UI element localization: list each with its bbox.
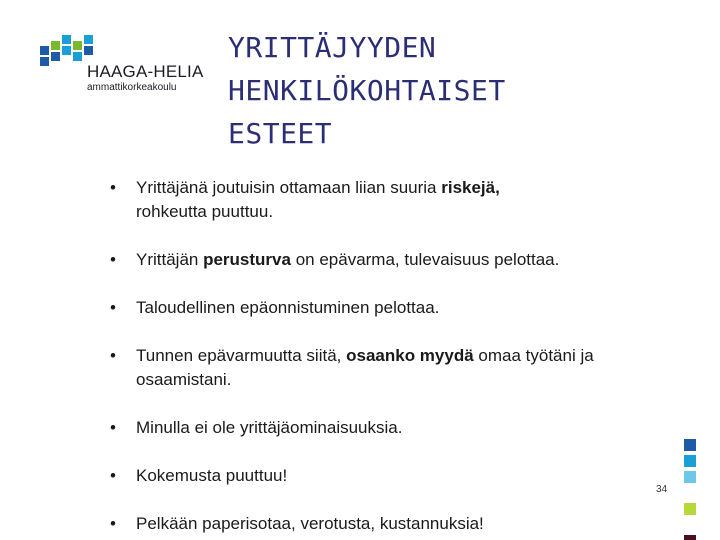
bullet-icon: • [110,514,116,533]
bullet-item [110,248,680,272]
bullet-text: Taloudellinen epäonnistuminen pelottaa. [136,298,440,317]
bullet-emphasis: riskejä, [441,178,500,197]
bullet-item [110,296,680,320]
bullet-item [110,176,680,224]
bullet-emphasis: osaanko myydä [346,346,474,365]
bullet-icon: • [110,250,116,269]
bullet-text: rohkeutta puuttuu. [136,202,274,221]
strip-square [684,519,696,531]
bullet-icon: • [110,466,116,485]
bullet-text: on epävarma, tulevaisuus pelottaa. [290,250,560,269]
slide-title [228,26,698,155]
bullet-text: Minulla ei ole yrittäjäominaisuuksia. [136,418,403,437]
bullet-text: Kokemusta puuttuu! [136,466,288,485]
title-line: YRITTÄJYYDEN [228,31,437,64]
strip-square [684,503,696,515]
title-line: HENKILÖKOHTAISET [228,74,506,107]
title-line: ESTEET [228,117,333,150]
strip-square [684,487,696,499]
bullet-text: Pelkään paperisotaa, verotusta, kustannuksia! [136,514,484,533]
bullet-text: Tunnen epävarmuutta siitä, [136,346,347,365]
bullet-text: Yrittäjän [136,250,204,269]
haaga-helia-logo [38,32,208,104]
bullet-icon: • [110,298,116,317]
bullet-text: omaa työtäni ja osaamistani. [136,346,594,389]
bullet-icon: • [110,418,116,437]
bullet-item [110,512,680,536]
strip-square [684,471,696,483]
strip-square [684,455,696,467]
bullet-item [110,416,680,440]
bullet-emphasis: perusturva [203,250,291,269]
bullet-item [110,344,680,392]
side-color-strip [684,439,696,540]
page-number: 34 [656,484,668,495]
logo-name: HAAGA-HELIA [87,62,204,81]
strip-square [684,535,696,540]
bullet-icon: • [110,178,116,197]
bullet-text: Yrittäjänä joutuisin ottamaan liian suuria [136,178,442,197]
bullet-icon: • [110,346,116,365]
logo-subtitle: ammattikorkeakoulu [87,82,177,93]
bullet-list [110,176,680,536]
bullet-item [110,464,680,488]
strip-square [684,439,696,451]
